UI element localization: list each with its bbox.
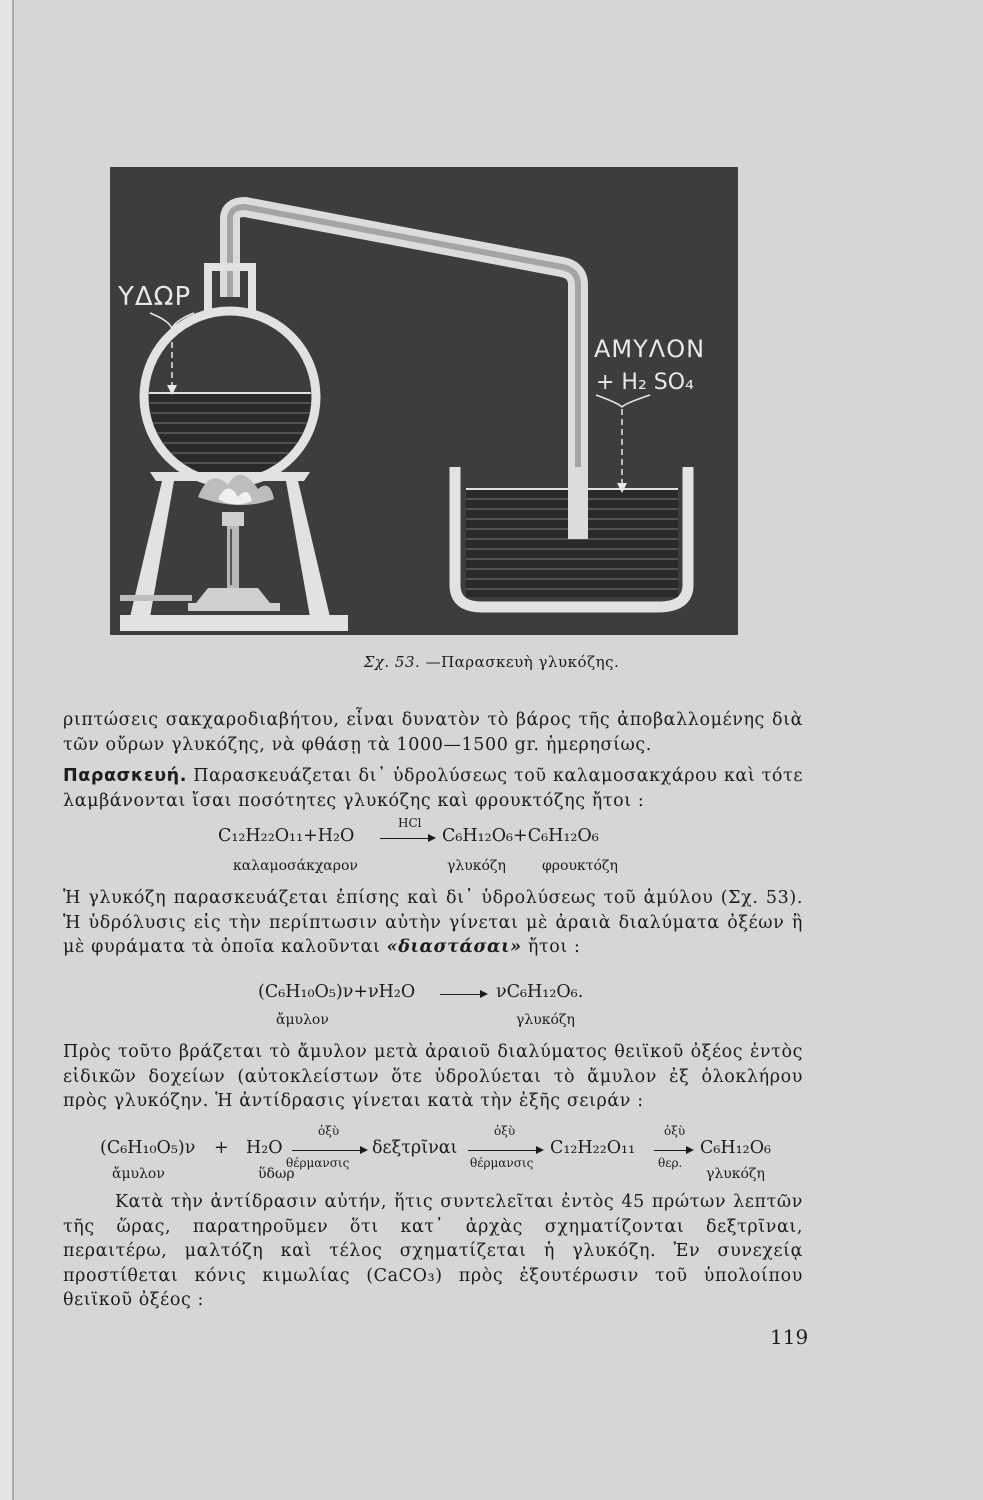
paragraph-3-text: Ἡ γλυκόζη παρασκευάζεται ἐπίσης καὶ δι᾽ ὑδρολύσεως τοῦ ἀμύλου (Σχ. 53). Ἡ ὑδρόλυσις εἰς τὴν περίπτωσιν αὐτὴν γίνεται μὲ ἀραιὰ διαλύματα ὀξέων ἢ μὲ φυράματα τὰ ὁποῖα καλοῦνται: [63, 888, 803, 957]
paragraph-3: [63, 886, 803, 960]
eq2-arrow: [440, 994, 486, 995]
eq3-dextrins: δεξτρῖναι: [372, 1138, 458, 1158]
eq3-arrow2: [468, 1150, 542, 1151]
section-heading: Παρασκευή.: [63, 766, 187, 786]
page-number: 119: [770, 1325, 809, 1349]
eq1-under-sucrose: καλαμοσάκχαρον: [233, 858, 358, 874]
paragraph-preparation: [63, 764, 803, 813]
acid-label: + H₂ SO₄: [596, 370, 694, 395]
diastase-term: «διαστάσαι»: [386, 937, 522, 957]
eq2-left: (C₆H₁₀O₅)ν+νH₂O: [258, 982, 416, 1002]
eq1-arrow: [380, 838, 434, 839]
eq3-over1: ὀξὺ: [318, 1124, 340, 1138]
eq1-under-glucose: γλυκόζη: [447, 858, 506, 874]
paragraph-2-text: Παρασκευάζεται δι᾽ ὑδρολύσεως τοῦ καλαμοσακχάρου καὶ τότε λαμβάνονται ἴσαι ποσότητες γλυκόζης καὶ φρουκτόζης ἤτοι :: [63, 766, 803, 811]
paragraph-4: Πρὸς τοῦτο βράζεται τὸ ἄμυλον μετὰ ἀραιοῦ διαλύματος θειϊκοῦ ὀξέος ἐντὸς εἰδικῶν δοχείων (αὐτοκλείστων ὅτε ὑδρολύεται τὸ ἄμυλον ἐξ ὁλοκλήρου πρὸς γλυκόζην. Ἡ ἀντίδρασις γίνεται κατὰ τὴν ἑξῆς σειράν :: [63, 1042, 803, 1111]
figure-caption: [0, 653, 983, 671]
paragraph-3-end: ἤτοι :: [527, 937, 581, 957]
paragraph-1: ριπτώσεις σακχαροδιαβήτου, εἶναι δυνατὸν τὸ βάρος τῆς ἀποβαλλομένης διὰ τῶν οὔρων γλυκόζης, νὰ φθάσῃ τὰ 1000—1500 gr. ἡμερησίως.: [63, 710, 803, 755]
paragraph-5: Κατὰ τὴν ἀντίδρασιν αὐτήν, ἥτις συντελεῖται ἐντὸς 45 πρώτων λεπτῶν τῆς ὥρας, παρατηροῦμεν ὅτι κατ᾽ ἀρχὰς σχηματίζονται δεξτρῖναι, περαιτέρω, μαλτόζη καὶ τέλος σχηματίζεται ἡ γλυκόζη. Ἐν συνεχείᾳ προστίθεται κόνις κιμωλίας (CaCO₃) πρὸς ἐξουτέρωσιν τοῦ ὑπολοίπου θειϊκοῦ ὀξέος :: [63, 1192, 803, 1310]
apparatus-figure: [110, 167, 738, 635]
eq3-maltose: C₁₂H₂₂O₁₁: [550, 1138, 636, 1158]
eq3-arrow1: [292, 1150, 366, 1151]
eq1-left: C₁₂H₂₂O₁₁+H₂O: [218, 826, 355, 846]
apparatus-illustration: [110, 167, 738, 635]
eq3-under2: θέρμανσις: [470, 1156, 534, 1170]
eq3-under-glucose: γλυκόζη: [706, 1166, 765, 1182]
eq3-under3: θερ.: [658, 1156, 683, 1170]
figure-ref: Σχ. 53.: [363, 653, 421, 671]
eq3-arrow3: [654, 1150, 692, 1151]
eq3-starch: (C₆H₁₀O₅)ν: [100, 1138, 196, 1158]
eq3-under1: θέρμανσις: [286, 1156, 350, 1170]
water-label: ΥΔΩΡ: [118, 282, 192, 312]
page-gutter: [0, 0, 12, 1500]
eq2-under-glucose: γλυκόζη: [516, 1012, 575, 1028]
eq3-over3: ὀξὺ: [664, 1124, 686, 1138]
eq1-under-fructose: φρουκτόζη: [542, 858, 618, 874]
eq3-water: H₂O: [246, 1138, 283, 1158]
eq3-under-starch: ἄμυλον: [112, 1166, 165, 1182]
starch-label: ΑΜΥΛΟΝ: [594, 335, 706, 363]
eq2-under-starch: ἄμυλον: [276, 1012, 329, 1028]
eq3-over2: ὀξὺ: [494, 1124, 516, 1138]
eq2-right: νC₆H₁₂O₆.: [496, 982, 584, 1002]
eq1-catalyst: HCl: [398, 816, 422, 830]
eq3-under-water: ὕδωρ: [258, 1166, 295, 1182]
caption-text: —Παρασκευὴ γλυκόζης.: [425, 653, 620, 671]
eq1-right: C₆H₁₂O₆+C₆H₁₂O₆: [442, 826, 599, 846]
eq3-plus: +: [214, 1138, 229, 1158]
eq3-glucose: C₆H₁₂O₆: [700, 1138, 772, 1158]
